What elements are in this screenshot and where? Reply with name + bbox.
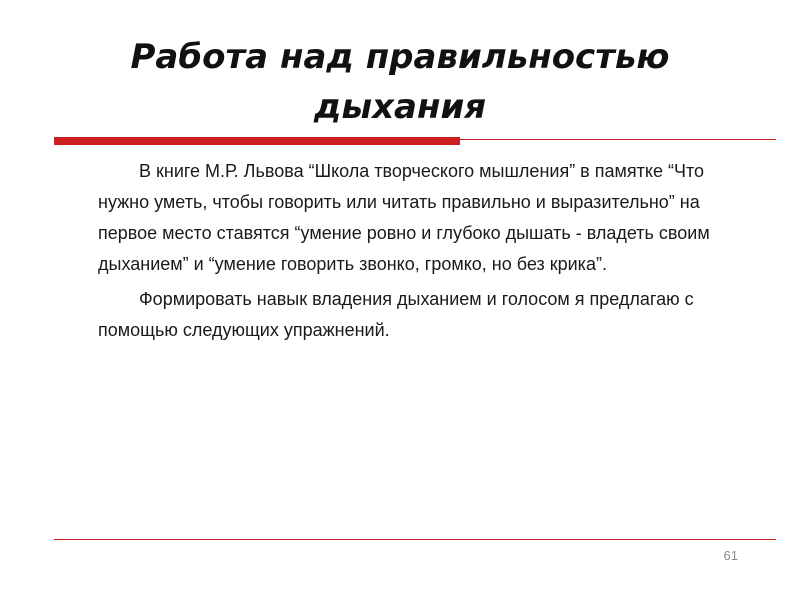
body-paragraph-1: В книге М.Р. Львова “Школа творческого мышления” в памятке “Что нужно уметь, чтобы говорить или читать правильно и выразительно” на первое место ставятся “умение ровно и глубоко дышать - владеть своим дыханием” и “умение говорить звонко, громко, но без крика”.	[98, 161, 710, 274]
footer-divider	[54, 539, 776, 540]
slide-body	[98, 156, 738, 350]
body-paragraph-2: Формировать навык владения дыханием и голосом я предлагаю с помощью следующих упражнений.	[98, 289, 694, 340]
page-number: 61	[723, 548, 738, 563]
title-underline-thin	[458, 139, 776, 140]
slide-title	[40, 32, 760, 132]
slide-title-line-2: дыхания	[313, 87, 487, 127]
slide-title-line-1: Работа над правильностью	[130, 37, 670, 77]
title-underline-thick	[54, 137, 460, 145]
